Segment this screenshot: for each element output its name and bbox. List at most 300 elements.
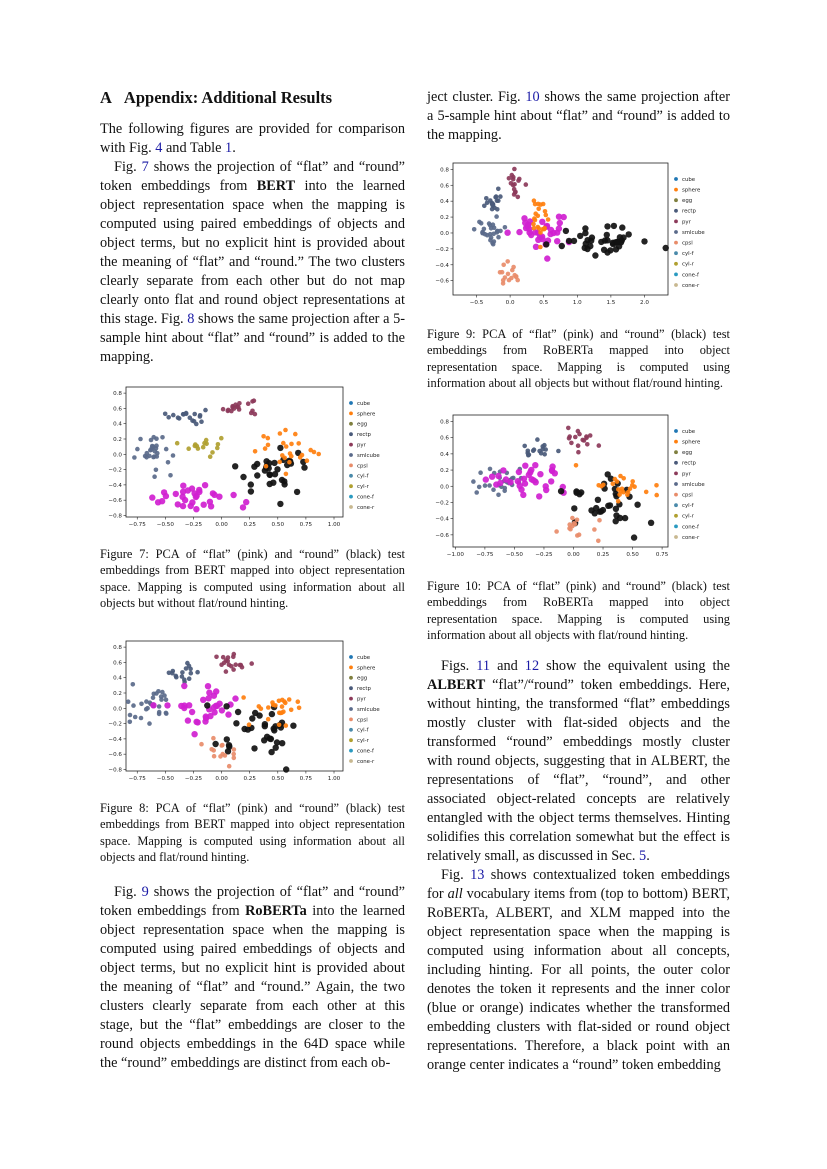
point-flat [193,506,199,512]
point-flat [530,477,536,483]
point-cpsl [211,736,216,741]
point-pyr [249,661,254,666]
point-round [543,241,549,247]
point-rectp [195,670,200,675]
point-flat [201,502,207,508]
legend-marker [674,535,678,539]
point-cyl-r [186,446,191,451]
point-rectp [185,661,190,666]
y-tick-label: 0.4 [440,199,449,206]
point-pyr [227,663,232,668]
legend-label-cone-f: cone-f [357,494,374,501]
legend-marker [349,443,353,447]
point-round [634,502,640,508]
point-flat [149,494,155,500]
legend-marker [674,525,678,529]
point-sphere [532,226,537,231]
point-sphere [253,449,258,454]
point-pyr [584,436,589,441]
point-cpsl [568,527,573,532]
point-sphere [277,711,282,716]
point-rectp [199,419,204,424]
point-flat [191,731,197,737]
point-round [251,464,257,470]
fig-ref-link[interactable]: 12 [524,658,540,675]
x-tick-label: 0.75 [655,552,669,559]
figure-8-chart [100,637,405,785]
x-tick-label: 0.5 [539,300,549,306]
point-sphere [617,492,622,497]
point-round [294,489,300,495]
right-paragraph-1: ject cluster. Fig. 10 shows the same projection after a 5-sample hint about “flat” and “round” is added to the mapping. [427,89,730,143]
point-rectp [526,449,531,454]
fig-ref-link[interactable]: 7 [141,159,149,175]
legend-label-egg: egg [357,421,368,428]
legend-marker [349,422,353,426]
point-round [262,467,268,473]
legend-marker [674,188,678,192]
point-smlcube [171,453,176,458]
legend-marker [674,262,678,266]
legend-label-cyl-f: cyl-f [682,503,694,510]
point-sphere [282,456,287,461]
point-pyr [246,401,251,406]
point-pyr [513,190,518,195]
section-title: Appendix: Additional Results [123,88,333,107]
point-cpsl [592,527,597,532]
x-tick-label: 1.00 [327,522,341,528]
point-round [613,512,619,518]
point-round [224,736,230,742]
fig-ref-link[interactable]: 11 [476,658,491,675]
point-sphere [644,490,649,495]
point-flat [182,497,188,503]
point-pyr [516,178,521,183]
x-tick-label: 0.50 [271,522,285,528]
point-sphere [289,708,294,713]
point-cpsl [511,265,516,270]
point-flat [520,492,526,498]
point-smlcube [485,233,490,238]
legend-label-cyl-r: cyl-r [682,261,694,268]
legend-label-smlcube: smlcube [682,482,705,489]
point-sphere [296,700,301,705]
point-round [248,488,254,494]
point-cpsl [500,270,505,275]
point-cyl-r [201,445,206,450]
point-pyr [569,441,574,446]
point-smlcube [135,447,140,452]
point-round [626,231,632,237]
point-sphere [247,723,252,728]
point-round [582,245,588,251]
point-smlcube [138,437,143,442]
point-round [641,238,647,244]
point-cpsl [199,742,204,747]
point-flat [205,695,211,701]
fig-ref-link[interactable]: 13 [470,867,485,884]
point-pyr [580,438,585,443]
figure-7 [100,383,405,536]
figure-7-caption: Figure 7: PCA of “flat” (pink) and “round” (black) test embeddings from BERT mapped into object representation space. Mapping is computed using information about all objects but without flat/round hinting. [100,547,405,610]
point-smlcube [477,220,482,225]
x-tick-label: 0.50 [626,552,639,559]
legend-marker [349,738,353,742]
point-rectp [527,453,532,458]
legend-label-cube: cube [682,429,696,436]
legend-label-cpsl: cpsl [682,492,693,499]
legend-marker [349,453,353,457]
point-smlcube [482,227,487,232]
y-tick-label: 0.0 [440,484,449,491]
point-rectp [174,675,179,680]
x-tick-label: −0.25 [535,552,553,559]
point-sphere [280,704,285,709]
point-sphere [266,717,271,722]
point-pyr [577,432,582,437]
point-flat [516,469,522,475]
point-flat [178,703,184,709]
figure-9-chart [427,159,730,309]
point-round [233,720,239,726]
point-sphere [613,477,618,482]
point-flat [536,493,542,499]
point-flat [205,683,211,689]
point-round [270,480,276,486]
point-sphere [538,230,543,235]
point-round [232,463,238,469]
legend-marker [349,728,353,732]
point-rectp [556,449,561,454]
figure-10-chart [427,411,730,561]
point-flat [230,492,236,498]
x-tick-label: −0.25 [184,522,203,528]
point-sphere [533,202,538,207]
point-flat [503,476,509,482]
point-rectp [203,408,208,413]
point-flat [206,690,212,696]
point-round [663,245,669,251]
legend-label-rectp: rectp [682,460,696,467]
legend-marker [674,461,678,465]
fig-ref-link[interactable]: 4 [155,140,163,156]
point-rectp [543,447,548,452]
point-cpsl [506,272,511,277]
point-cpsl [218,754,223,759]
point-sphere [546,217,551,222]
point-sphere [300,453,305,458]
point-cpsl [567,522,572,527]
point-smlcube [139,716,144,721]
point-rectp [189,671,194,676]
point-flat [489,474,495,480]
x-tick-label: 0.00 [567,552,580,559]
table-ref-link[interactable]: 1 [225,140,233,156]
legend-label-cone-f: cone-f [682,524,699,531]
point-smlcube [489,226,494,231]
legend-label-cyl-r: cyl-r [357,484,369,491]
point-flat [185,718,191,724]
legend-label-cone-f: cone-f [357,748,374,755]
legend-marker [674,450,678,454]
point-flat [497,480,503,486]
point-smlcube [131,703,136,708]
point-round [301,464,307,470]
legend-marker [674,220,678,224]
legend-label-pyr: pyr [357,696,366,703]
point-round [605,503,611,509]
point-round [622,515,628,521]
figure-9 [427,159,730,314]
x-tick-label: −0.50 [156,776,174,783]
point-cyl-r [219,436,224,441]
y-tick-label: −0.8 [108,513,122,520]
point-round [241,726,247,732]
legend-label-smlcube: smlcube [357,452,380,459]
point-sphere [281,441,286,446]
point-smlcube [488,467,493,472]
point-flat [225,712,231,718]
x-tick-label: 0.00 [215,776,228,783]
point-smlcube [126,700,131,705]
point-round [613,506,619,512]
point-pyr [233,663,238,668]
legend-label-pyr: pyr [682,219,691,226]
point-pyr [507,176,512,181]
point-cpsl [209,747,214,752]
point-sphere [312,450,317,455]
left-paragraph-2: Fig. 7 shows the projection of “flat” and “round” token embeddings from BERT into the learned object representation space when the mapping is computed using paired embeddings of objects and object terms, but no explicit hint is provided about the meaning of “flat” and “round.” The two clusters clearly separate from each other but do not map clearly onto flat and round object representations at this stage. Fig. 8 shows the same projection after a 5-sample hint about “flat” and “round” is added to the mapping. [100,159,405,365]
y-tick-label: −0.4 [435,262,449,269]
point-flat [173,491,179,497]
point-sphere [574,463,579,468]
point-flat [196,487,202,493]
legend-label-rectp: rectp [357,686,371,693]
legend-label-cpsl: cpsl [682,240,693,247]
left-column [100,88,405,1073]
point-sphere [596,483,601,488]
point-flat [495,473,501,479]
point-flat [500,467,506,473]
point-cyl-r [216,442,221,447]
point-smlcube [153,449,158,454]
y-tick-label: −0.4 [435,516,449,523]
point-smlcube [491,488,496,493]
legend-marker [674,273,678,277]
point-flat [185,487,191,493]
legend-marker [674,230,678,234]
point-smlcube [157,710,162,715]
point-flat [211,709,217,715]
point-rectp [496,198,501,203]
point-smlcube [160,435,165,440]
point-round [277,501,283,507]
point-sphere [621,476,626,481]
point-smlcube [503,225,508,230]
point-round [598,508,604,514]
figure-10 [427,411,730,566]
legend-marker [349,749,353,753]
x-tick-label: −0.75 [128,522,146,528]
fig-ref-link[interactable]: 9 [141,884,149,901]
section-heading [100,88,405,108]
section-number: A [100,88,112,107]
point-rectp [188,667,193,672]
y-tick-label: −0.4 [108,737,122,744]
legend-marker [674,429,678,433]
legend-marker [349,686,353,690]
point-sphere [654,493,659,498]
point-rectp [535,437,540,442]
point-round [261,737,267,743]
point-sphere [611,482,616,487]
y-tick-label: 0.0 [113,706,122,713]
point-rectp [163,412,168,417]
fig-ref-link[interactable]: 8 [187,311,195,327]
point-pyr [516,195,521,200]
left-paragraph-1: The following figures are provided for comparison with Fig. 4 and Table 1. [100,121,405,156]
point-rectp [496,187,501,192]
point-flat [243,499,249,505]
point-flat [483,477,489,483]
point-pyr [231,655,236,660]
point-round [263,458,269,464]
point-flat [554,229,560,235]
point-smlcube [496,235,501,240]
point-sphere [628,487,633,492]
point-cpsl [596,539,601,544]
left-paragraph-3: Fig. 9 shows the projection of “flat” and “round” token embeddings from RoBERTa into the learned object representation space when the mapping is computed using paired embeddings of objects and object terms, but no explicit hint is provided about the meaning of “flat” and “round.” Again, the two clusters clearly separate from each other at this stage, but the “flat” embeddings are closer to the round objects embeddings in the 64D space while the “round” embeddings are distinct from each ob- [100,884,405,1072]
x-tick-label: 1.00 [327,776,341,783]
legend-label-cube: cube [357,655,371,662]
point-flat [203,714,209,720]
legend-marker [674,241,678,245]
legend-label-egg: egg [357,675,368,682]
point-rectp [531,449,536,454]
point-round [272,471,278,477]
point-smlcube [494,214,499,219]
legend-marker [674,493,678,497]
x-tick-label: 0.25 [596,552,610,559]
point-sphere [316,452,321,457]
y-tick-label: 0.6 [113,406,122,413]
point-round [571,505,577,511]
point-rectp [167,671,172,676]
x-tick-label: −0.75 [476,552,494,559]
point-sphere [264,464,269,469]
point-pyr [512,182,517,187]
point-flat [200,697,206,703]
point-rectp [192,419,197,424]
figure-8-caption: Figure 8: PCA of “flat” (pink) and “round” (black) test embeddings from BERT mapped into object representation space. Mapping is computed using information about all objects and flat/round hinting. [100,801,405,865]
point-flat [159,498,165,504]
legend-marker [674,251,678,255]
point-flat [150,702,156,708]
legend-marker [349,505,353,509]
point-sphere [261,434,266,439]
point-round [613,518,619,524]
point-cpsl [501,263,506,268]
point-flat [526,472,532,478]
figure-8 [100,637,405,790]
point-cpsl [575,518,580,523]
point-pyr [252,398,257,403]
point-flat [516,229,522,235]
point-pyr [576,444,581,449]
y-tick-label: −0.2 [108,467,122,474]
legend-marker [674,209,678,213]
y-tick-label: 0.0 [440,230,449,237]
fig-ref-link[interactable]: 10 [525,89,540,105]
point-pyr [585,442,590,447]
legend-label-cone-f: cone-f [682,272,699,279]
y-tick-label: −0.2 [435,246,449,253]
point-round [256,713,262,719]
point-round [281,478,287,484]
point-round [251,745,257,751]
point-smlcube [154,468,159,473]
legend-marker [349,759,353,763]
legend-marker [349,697,353,701]
point-smlcube [132,455,137,460]
point-sphere [536,207,541,212]
point-round [592,252,598,258]
point-sphere [536,214,541,219]
point-sphere [630,479,635,484]
point-cpsl [507,278,512,283]
point-smlcube [139,702,144,707]
point-smlcube [483,483,488,488]
y-tick-label: −0.6 [108,752,122,759]
point-pyr [597,443,602,448]
legend-label-cube: cube [357,400,371,407]
point-round [271,727,277,733]
legend-marker [674,503,678,507]
legend-marker [349,495,353,499]
x-tick-label: −0.25 [184,776,203,783]
point-sphere [241,695,246,700]
point-round [268,736,274,742]
x-tick-label: 1.0 [572,300,582,306]
point-smlcube [164,711,169,716]
y-tick-label: 0.2 [113,437,122,443]
y-tick-label: 0.8 [440,419,449,426]
point-pyr [566,426,571,431]
legend-label-rectp: rectp [682,208,696,215]
point-round [631,535,637,541]
legend-marker [349,718,353,722]
legend-label-pyr: pyr [357,442,366,449]
x-tick-label: 2.0 [640,300,649,306]
legend-marker [674,440,678,444]
point-cpsl [514,275,519,280]
point-round [619,224,625,230]
point-round [613,246,619,252]
legend-marker [674,472,678,476]
point-cpsl [212,754,217,759]
point-sphere [266,705,271,710]
y-tick-label: −0.8 [108,767,122,774]
legend-label-cpsl: cpsl [357,463,368,470]
point-round [269,711,275,717]
point-round [614,239,620,245]
point-rectp [192,412,197,417]
point-flat [548,478,554,484]
point-smlcube [471,479,476,484]
legend-label-cube: cube [682,176,696,183]
point-cpsl [505,259,510,264]
section-ref-link[interactable]: 5 [639,848,647,865]
